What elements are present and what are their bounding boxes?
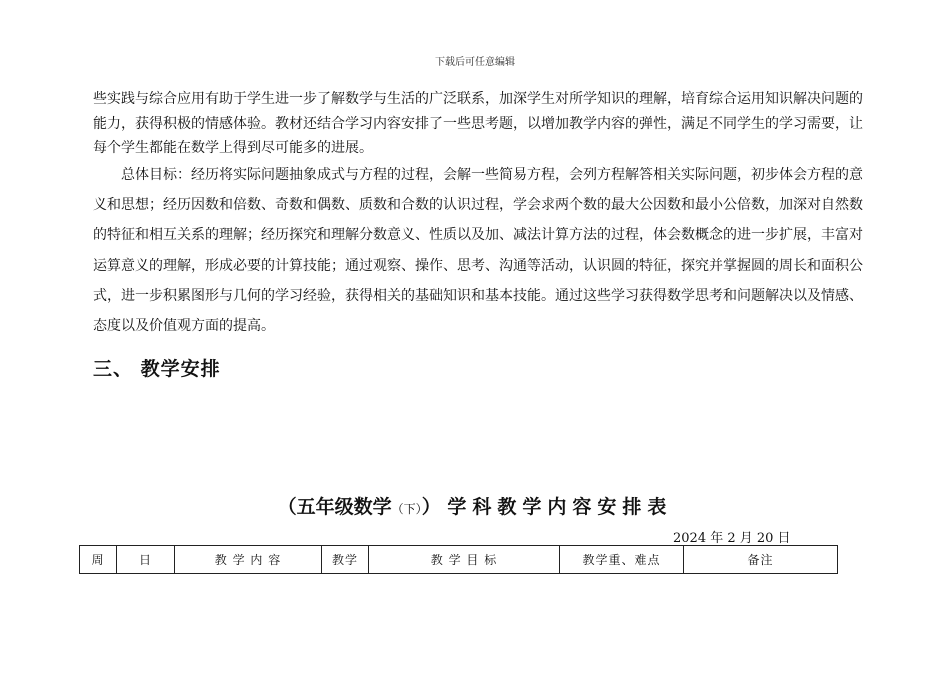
body-paragraph-1: 些实践与综合应用有助于学生进一步了解数学与生活的广泛联系，加深学生对所学知识的理解，培育综合运用知识解决问题的能力，获得积极的情感体验。教材还结合学习内容安排了一些思考题，以增加教学内容的弹性，满足不同学生的学习需要，让每个学生都能在数学上得到尽可能多的进展。: [93, 91, 863, 156]
table-title-rest: 学科教学内容安排表: [447, 496, 673, 518]
col-header-day: 日: [117, 546, 175, 574]
table-title-close-paren: ）: [421, 496, 441, 518]
body-paragraph-overall-goal: 总体目标：经历将实际问题抽象成式与方程的过程，会解一些简易方程，会列方程解答相关实际问题，初步体会方程的意义和思想；经历因数和倍数、奇数和偶数、质数和合数的认识过程，学会求两个数的最大公因数和最小公倍数，加深对自然数的特征和相互关系的理解；经历探究和理解分数意义、性质以及加、减法计算方法的过程，体会数概念的进一步扩展，丰富对运算意义的理解，形成必要的计算技能；通过观察、操作、思考、沟通等活动，认识圆的特征，探究并掌握圆的周长和面积公式，进一步积累图形与几何的学习经验，获得相关的基础知识和基本技能。通过这些学习获得数学思考和问题解决以及情感、态度以及价值观方面的提高。: [93, 167, 863, 335]
table-title: [0, 492, 950, 519]
table-title-open-paren: （: [277, 496, 297, 518]
col-header-teaching: 教学: [322, 546, 369, 574]
col-header-content: 教 学 内 容: [175, 546, 322, 574]
page-header-note: 下载后可任意编辑: [435, 57, 515, 68]
table-header-row: [80, 546, 838, 574]
document-date: 2024 年 2 月 20 日: [673, 531, 791, 546]
col-header-week: 周: [80, 546, 117, 574]
schedule-table: [79, 545, 838, 574]
table-title-grade: 五年级数学: [296, 496, 392, 518]
col-header-goals: 教 学 目 标: [369, 546, 560, 574]
col-header-notes: 备注: [684, 546, 838, 574]
table-title-term: （下）: [391, 502, 422, 516]
section-heading-teaching-arrangement: 三、 教学安排: [93, 358, 221, 380]
col-header-key-points: 教学重、难点: [560, 546, 684, 574]
